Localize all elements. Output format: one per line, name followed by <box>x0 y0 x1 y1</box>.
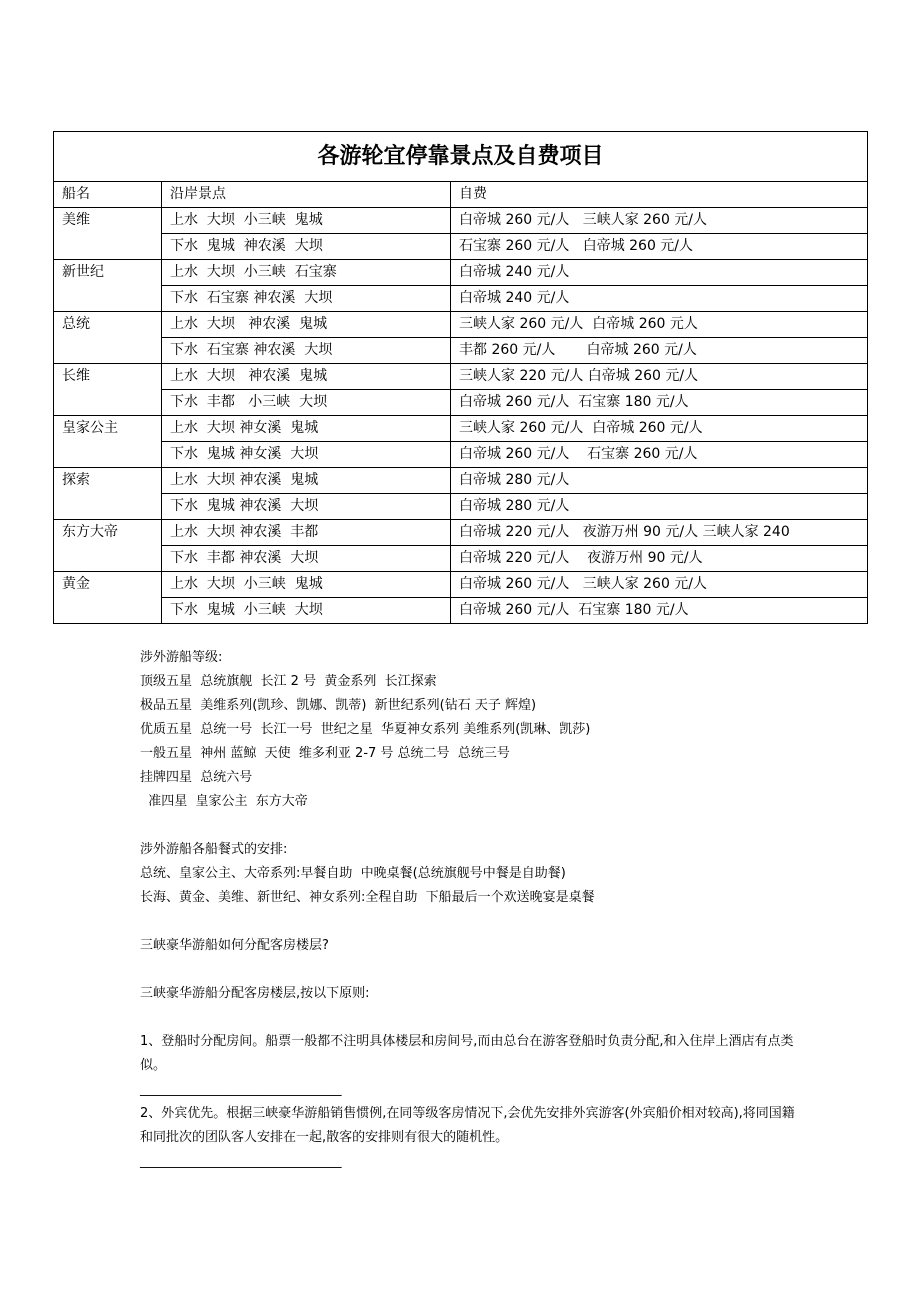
itinerary-table <box>53 131 868 624</box>
route-cell: 上水 大坝 神农溪 丰都 <box>162 520 451 546</box>
table-row <box>54 390 868 416</box>
route-cell: 下水 丰都 小三峡 大坝 <box>162 390 451 416</box>
route-cell: 下水 鬼城 小三峡 大坝 <box>162 598 451 624</box>
table-row <box>54 468 868 494</box>
ship-name: 新世纪 <box>54 260 162 312</box>
rooms-paragraph-2: 2、外宾优先。根据三峡豪华游船销售惯例,在同等级客房情况下,会优先安排外宾游客(外宾船价相对较高),将同国籍和同批次的团队客人安排在一起,散客的安排则有很大的随机性。 <box>140 1106 795 1145</box>
meals-heading: 涉外游船各船餐式的安排: <box>140 842 288 857</box>
fee-cell: 白帝城 260 元/人 石宝寨 180 元/人 <box>451 390 868 416</box>
fee-cell: 丰都 260 元/人 白帝城 260 元/人 <box>451 338 868 364</box>
route-cell: 下水 鬼城 神农溪 大坝 <box>162 234 451 260</box>
ship-name: 黄金 <box>54 572 162 624</box>
meal-line: 总统、皇家公主、大帝系列:早餐自助 中晚桌餐(总统旗舰号中餐是自助餐) <box>140 866 566 881</box>
table-row <box>54 520 868 546</box>
fee-cell: 三峡人家 260 元/人 白帝城 260 元人 <box>451 312 868 338</box>
grades-heading: 涉外游船等级: <box>140 650 223 665</box>
header-row <box>54 182 868 208</box>
table-row <box>54 312 868 338</box>
fee-cell: 三峡人家 220 元/人 白帝城 260 元/人 <box>451 364 868 390</box>
fee-cell: 白帝城 280 元/人 <box>451 494 868 520</box>
table-row <box>54 442 868 468</box>
rooms-intro: 三峡豪华游船分配客房楼层,按以下原则: <box>140 986 370 1001</box>
table-row <box>54 598 868 624</box>
rooms-paragraph-1: 1、登船时分配房间。船票一般都不注明具体楼层和房间号,而由总台在游客登船时负责分配,和入住岸上酒店有点类似。 <box>140 1034 794 1073</box>
ship-name: 美维 <box>54 208 162 260</box>
route-cell: 上水 大坝 小三峡 石宝寨 <box>162 260 451 286</box>
fee-cell: 白帝城 260 元/人 石宝寨 180 元/人 <box>451 598 868 624</box>
route-cell: 上水 大坝 神农溪 鬼城 <box>162 312 451 338</box>
fee-cell: 白帝城 220 元/人 夜游万州 90 元/人 三峡人家 240 <box>451 520 868 546</box>
title-row <box>54 132 868 182</box>
ship-name: 总统 <box>54 312 162 364</box>
route-cell: 上水 大坝 神农溪 鬼城 <box>162 468 451 494</box>
table-title: 各游轮宜停靠景点及自费项目 <box>54 132 868 182</box>
fee-cell: 白帝城 240 元/人 <box>451 286 868 312</box>
ship-name: 东方大帝 <box>54 520 162 572</box>
grade-line: 准四星 皇家公主 东方大帝 <box>140 794 308 809</box>
route-cell: 下水 丰都 神农溪 大坝 <box>162 546 451 572</box>
route-cell: 下水 鬼城 神女溪 大坝 <box>162 442 451 468</box>
grade-line: 顶级五星 总统旗舰 长江 2 号 黄金系列 长江探索 <box>140 674 437 689</box>
route-cell: 下水 石宝寨 神农溪 大坝 <box>162 286 451 312</box>
header-sights: 沿岸景点 <box>162 182 451 208</box>
ship-name: 长维 <box>54 364 162 416</box>
grade-line: 挂牌四星 总统六号 <box>140 770 253 785</box>
table-row <box>54 260 868 286</box>
route-cell: 上水 大坝 神女溪 鬼城 <box>162 416 451 442</box>
ship-name: 探索 <box>54 468 162 520</box>
table-row <box>54 572 868 598</box>
route-cell: 下水 石宝寨 神农溪 大坝 <box>162 338 451 364</box>
divider-line: _______________________________ <box>140 1154 342 1169</box>
route-cell: 上水 大坝 小三峡 鬼城 <box>162 208 451 234</box>
route-cell: 上水 大坝 小三峡 鬼城 <box>162 572 451 598</box>
table-row <box>54 494 868 520</box>
table-row <box>54 364 868 390</box>
table-row <box>54 208 868 234</box>
route-cell: 下水 鬼城 神农溪 大坝 <box>162 494 451 520</box>
fee-cell: 三峡人家 260 元/人 白帝城 260 元/人 <box>451 416 868 442</box>
header-ship: 船名 <box>54 182 162 208</box>
fee-cell: 白帝城 280 元/人 <box>451 468 868 494</box>
table-row <box>54 234 868 260</box>
header-fee: 自费 <box>451 182 868 208</box>
table-row <box>54 286 868 312</box>
fee-cell: 白帝城 260 元/人 三峡人家 260 元/人 <box>451 208 868 234</box>
grade-line: 一般五星 神州 蓝鲸 天使 维多利亚 2-7 号 总统二号 总统三号 <box>140 746 510 761</box>
fee-cell: 石宝寨 260 元/人 白帝城 260 元/人 <box>451 234 868 260</box>
meal-line: 长海、黄金、美维、新世纪、神女系列:全程自助 下船最后一个欢送晚宴是桌餐 <box>140 890 595 905</box>
notes-section <box>140 646 800 1174</box>
grade-line: 优质五星 总统一号 长江一号 世纪之星 华夏神女系列 美维系列(凯琳、凯莎) <box>140 722 591 737</box>
fee-cell: 白帝城 240 元/人 <box>451 260 868 286</box>
grade-line: 极品五星 美维系列(凯珍、凯娜、凯蒂) 新世纪系列(钻石 天子 辉煌) <box>140 698 537 713</box>
ship-name: 皇家公主 <box>54 416 162 468</box>
fee-cell: 白帝城 260 元/人 三峡人家 260 元/人 <box>451 572 868 598</box>
divider-line: _______________________________ <box>140 1082 342 1097</box>
table-row <box>54 416 868 442</box>
rooms-question: 三峡豪华游船如何分配客房楼层? <box>140 938 329 953</box>
fee-cell: 白帝城 260 元/人 石宝寨 260 元/人 <box>451 442 868 468</box>
route-cell: 上水 大坝 神农溪 鬼城 <box>162 364 451 390</box>
table-row <box>54 546 868 572</box>
table-row <box>54 338 868 364</box>
fee-cell: 白帝城 220 元/人 夜游万州 90 元/人 <box>451 546 868 572</box>
